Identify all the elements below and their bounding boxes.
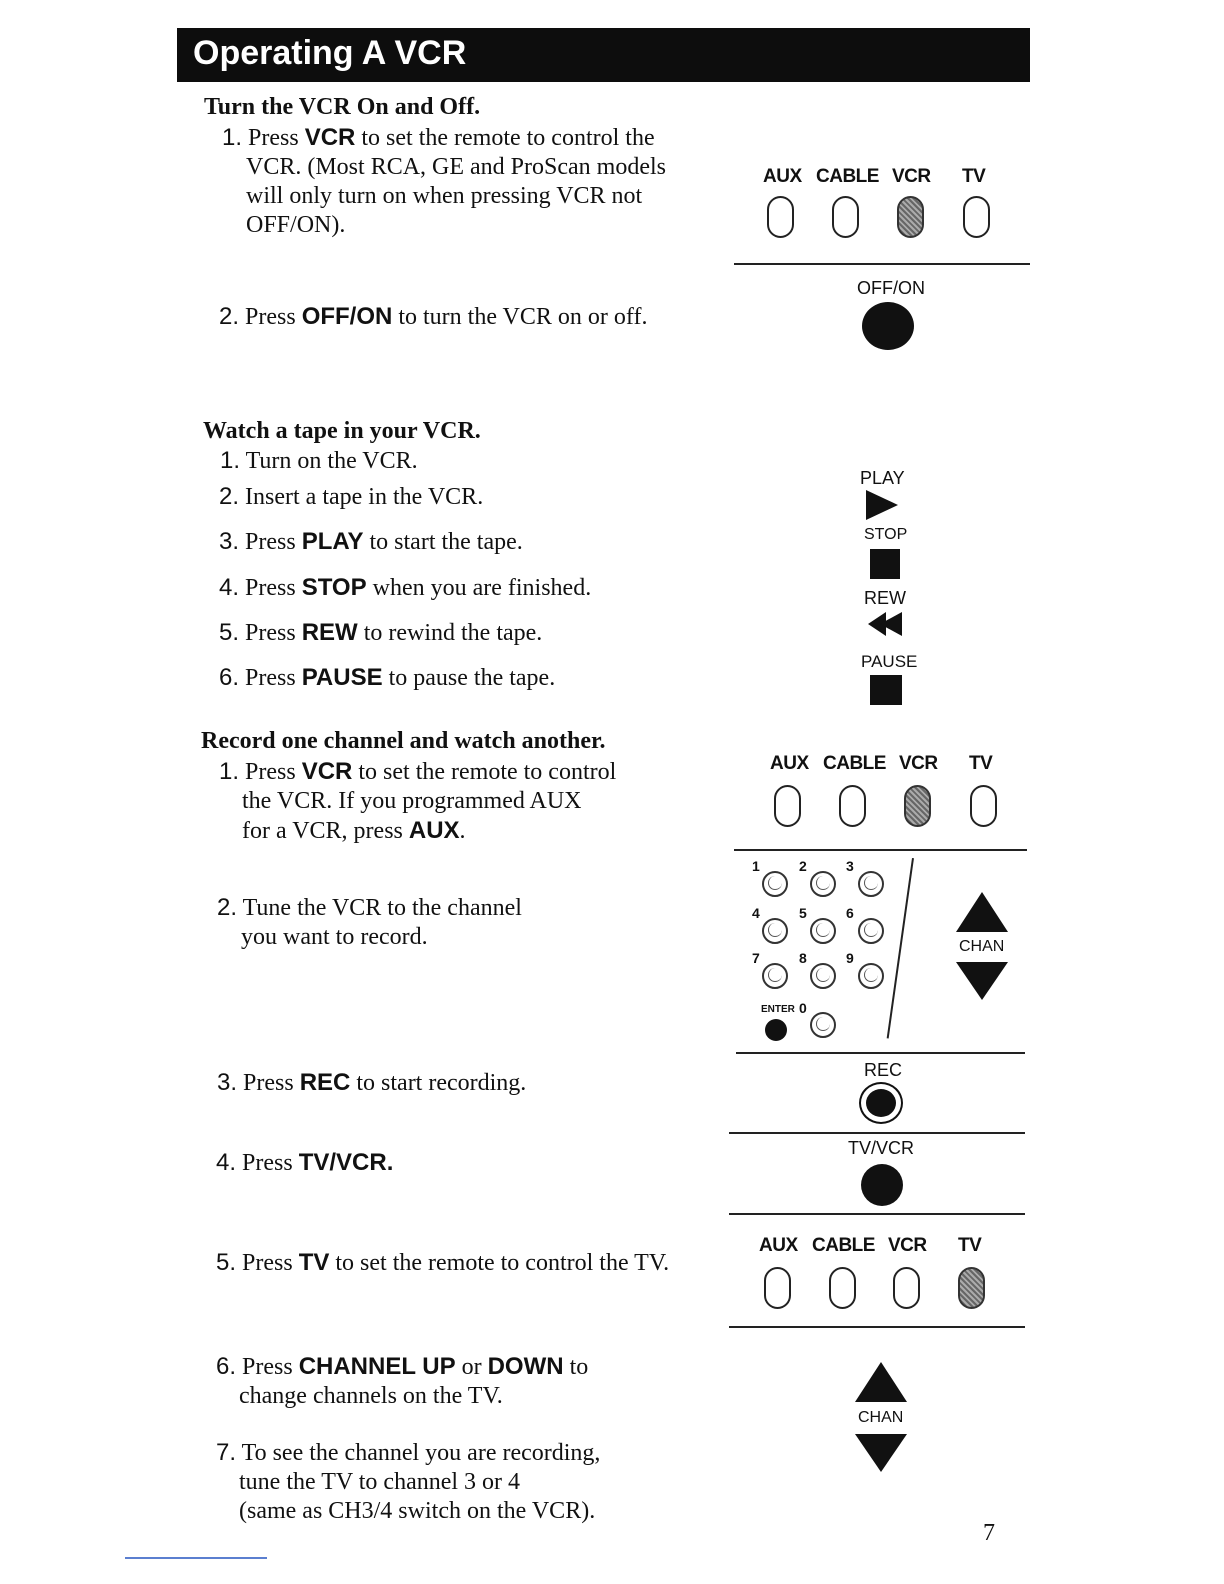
vcr-button[interactable] xyxy=(897,196,924,238)
step-text: 6. Press CHANNEL UP or DOWN to change channels on the TV. xyxy=(216,1353,589,1409)
divider xyxy=(734,849,1027,851)
keypad-separator xyxy=(887,858,914,1039)
off-on-label: OFF/ON xyxy=(857,278,925,298)
rec-button[interactable] xyxy=(859,1082,903,1124)
aux-label: AUX xyxy=(759,1235,798,1256)
step-text: 3. Press REC to start recording. xyxy=(217,1069,527,1096)
cable-label: CABLE xyxy=(816,166,879,187)
rew-label: REW xyxy=(864,588,906,608)
key-4-label: 4 xyxy=(752,905,760,921)
chevron-up-icon xyxy=(956,892,1008,932)
vcr-label: VCR xyxy=(892,166,931,187)
key-0-label: 0 xyxy=(799,1000,807,1016)
step-text: 2. Insert a tape in the VCR. xyxy=(219,483,484,510)
divider xyxy=(736,1052,1025,1054)
chan-label: CHAN xyxy=(858,1409,904,1426)
page-number: 7 xyxy=(983,1520,995,1546)
key-7[interactable] xyxy=(762,963,788,989)
play-label: PLAY xyxy=(860,468,905,488)
off-on-button[interactable] xyxy=(862,302,914,350)
title-banner xyxy=(177,28,1030,82)
chevron-down-icon xyxy=(855,1434,907,1472)
step-text: 1. Press VCR to set the remote to control the VCR. (Most RCA, GE and ProScan models will only turn on when pressing VCR not OFF/ON). xyxy=(222,124,666,238)
step-text: 2. Press OFF/ON to turn the VCR on or off. xyxy=(219,303,648,330)
vcr-button[interactable] xyxy=(893,1267,920,1309)
tv-button[interactable] xyxy=(958,1267,985,1309)
chan-label: CHAN xyxy=(959,938,1005,955)
key-8-label: 8 xyxy=(799,950,807,966)
chevron-down-icon xyxy=(956,962,1008,1000)
step-text: 2. Tune the VCR to the channel you want to record. xyxy=(217,894,522,950)
key-3[interactable] xyxy=(858,871,884,897)
key-2[interactable] xyxy=(810,871,836,897)
divider xyxy=(734,263,1030,265)
stop-label: STOP xyxy=(864,526,908,543)
key-0[interactable] xyxy=(810,1012,836,1038)
tv-label: TV xyxy=(969,753,993,774)
key-1-label: 1 xyxy=(752,858,760,874)
enter-label: ENTER xyxy=(761,1004,795,1015)
section-heading-watch: Watch a tape in your VCR. xyxy=(203,418,481,444)
tv-label: TV xyxy=(958,1235,982,1256)
vcr-label: VCR xyxy=(888,1235,927,1256)
section-heading-record: Record one channel and watch another. xyxy=(201,728,606,754)
key-5-label: 5 xyxy=(799,905,807,921)
key-1[interactable] xyxy=(762,871,788,897)
step-text: 1. Press VCR to set the remote to control the VCR. If you programmed AUX for a VCR, press AUX. xyxy=(219,758,617,844)
aux-button[interactable] xyxy=(774,785,801,827)
key-6[interactable] xyxy=(858,918,884,944)
cable-button[interactable] xyxy=(829,1267,856,1309)
aux-label: AUX xyxy=(770,753,809,774)
aux-label: AUX xyxy=(763,166,802,187)
aux-button[interactable] xyxy=(767,196,794,238)
divider xyxy=(729,1213,1025,1215)
pause-button[interactable] xyxy=(870,675,902,705)
channel-up-button[interactable] xyxy=(853,1360,909,1404)
divider xyxy=(729,1132,1025,1134)
stop-button[interactable] xyxy=(870,549,900,579)
rew-button[interactable] xyxy=(866,610,904,638)
step-text: 4. Press TV/VCR. xyxy=(216,1149,394,1176)
step-text: 4. Press STOP when you are finished. xyxy=(219,574,592,601)
key-4[interactable] xyxy=(762,918,788,944)
footer-line xyxy=(125,1557,267,1559)
key-3-label: 3 xyxy=(846,858,854,874)
tv-label: TV xyxy=(962,166,986,187)
channel-down-button[interactable] xyxy=(954,960,1010,1002)
key-2-label: 2 xyxy=(799,858,807,874)
key-8[interactable] xyxy=(810,963,836,989)
channel-down-button[interactable] xyxy=(853,1432,909,1474)
tv-button[interactable] xyxy=(970,785,997,827)
section-heading-on-off: Turn the VCR On and Off. xyxy=(204,94,481,120)
step-text: 3. Press PLAY to start the tape. xyxy=(219,528,523,555)
cable-label: CABLE xyxy=(823,753,886,774)
play-icon xyxy=(866,490,898,520)
step-text: 7. To see the channel you are recording, tune the TV to channel 3 or 4 (same as CH3/4 switch on the VCR). xyxy=(216,1439,601,1524)
step-text: 1. Turn on the VCR. xyxy=(220,447,418,474)
vcr-button[interactable] xyxy=(904,785,931,827)
key-6-label: 6 xyxy=(846,905,854,921)
vcr-label: VCR xyxy=(899,753,938,774)
enter-button[interactable] xyxy=(765,1019,787,1041)
aux-button[interactable] xyxy=(764,1267,791,1309)
cable-button[interactable] xyxy=(839,785,866,827)
page-title: Operating A VCR xyxy=(193,34,467,72)
pause-label: PAUSE xyxy=(861,652,918,671)
cable-label: CABLE xyxy=(812,1235,875,1256)
chevron-up-icon xyxy=(855,1362,907,1402)
play-button[interactable] xyxy=(864,488,900,522)
cable-button[interactable] xyxy=(832,196,859,238)
step-text: 5. Press TV to set the remote to control the TV. xyxy=(216,1249,670,1276)
tv-vcr-button[interactable] xyxy=(861,1164,903,1206)
channel-up-button[interactable] xyxy=(954,890,1010,934)
tv-button[interactable] xyxy=(963,196,990,238)
key-9[interactable] xyxy=(858,963,884,989)
step-text: 6. Press PAUSE to pause the tape. xyxy=(219,664,556,691)
key-7-label: 7 xyxy=(752,950,760,966)
rec-label: REC xyxy=(864,1060,903,1080)
record-icon xyxy=(866,1089,896,1117)
step-text: 5. Press REW to rewind the tape. xyxy=(219,619,543,646)
divider xyxy=(729,1326,1025,1328)
key-9-label: 9 xyxy=(846,950,854,966)
key-5[interactable] xyxy=(810,918,836,944)
tv-vcr-label: TV/VCR xyxy=(848,1138,915,1158)
